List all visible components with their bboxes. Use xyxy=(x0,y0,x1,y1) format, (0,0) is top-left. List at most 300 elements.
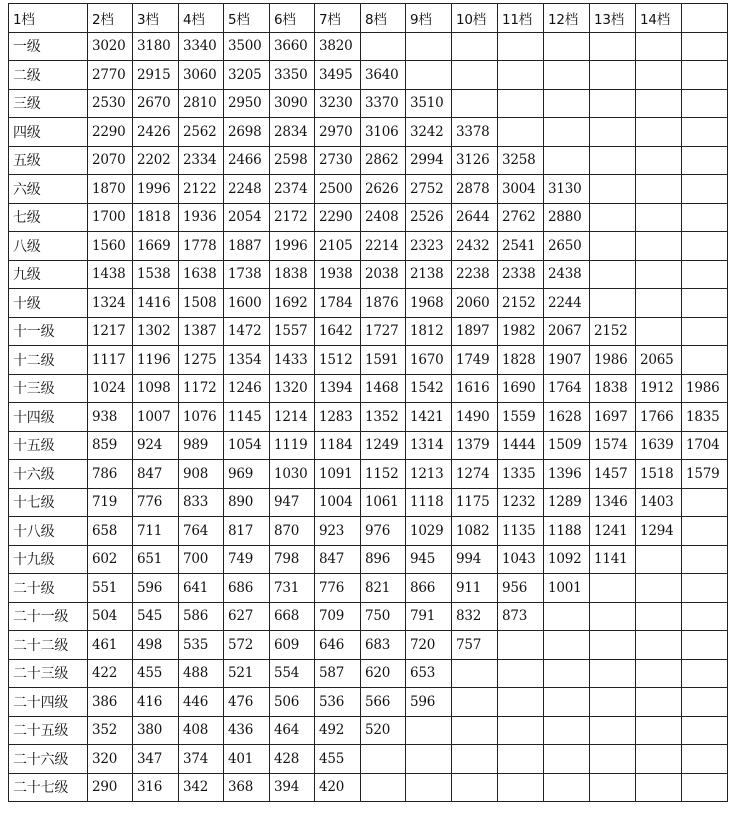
salary-cell: 2698 xyxy=(224,118,270,147)
salary-cell xyxy=(544,32,590,61)
salary-cell xyxy=(682,688,728,717)
salary-cell: 1457 xyxy=(590,460,636,489)
salary-cell: 1838 xyxy=(270,260,315,289)
salary-cell: 776 xyxy=(315,574,361,603)
salary-cell: 1968 xyxy=(406,289,452,318)
salary-cell: 668 xyxy=(270,602,315,631)
salary-cell xyxy=(498,773,544,802)
salary-cell: 455 xyxy=(133,659,179,688)
salary-grade-table xyxy=(8,3,728,802)
salary-cell: 686 xyxy=(224,574,270,603)
salary-cell: 1054 xyxy=(224,431,270,460)
salary-cell xyxy=(682,317,728,346)
level-label: 五级 xyxy=(9,146,88,175)
salary-cell: 821 xyxy=(361,574,406,603)
salary-cell: 2770 xyxy=(88,61,133,90)
salary-cell xyxy=(636,61,682,90)
salary-cell: 646 xyxy=(315,631,361,660)
salary-cell: 1982 xyxy=(498,317,544,346)
table-row xyxy=(9,374,728,403)
salary-cell: 1007 xyxy=(133,403,179,432)
salary-cell: 1283 xyxy=(315,403,361,432)
table-row xyxy=(9,745,728,774)
table-row xyxy=(9,460,728,489)
salary-cell: 2994 xyxy=(406,146,452,175)
salary-cell: 2244 xyxy=(544,289,590,318)
header-cell: 11档 xyxy=(498,4,544,33)
salary-cell xyxy=(682,574,728,603)
salary-cell: 620 xyxy=(361,659,406,688)
salary-cell xyxy=(682,545,728,574)
salary-cell: 1001 xyxy=(544,574,590,603)
level-label: 二十七级 xyxy=(9,773,88,802)
salary-cell: 1217 xyxy=(88,317,133,346)
salary-cell xyxy=(682,346,728,375)
salary-cell xyxy=(682,118,728,147)
header-cell: 6档 xyxy=(270,4,315,33)
salary-cell xyxy=(590,32,636,61)
salary-cell: 2562 xyxy=(179,118,224,147)
salary-cell: 386 xyxy=(88,688,133,717)
salary-cell: 833 xyxy=(179,488,224,517)
salary-cell: 1396 xyxy=(544,460,590,489)
salary-cell: 1029 xyxy=(406,517,452,546)
salary-cell xyxy=(544,118,590,147)
salary-cell: 938 xyxy=(88,403,133,432)
salary-cell: 832 xyxy=(452,602,498,631)
salary-cell: 368 xyxy=(224,773,270,802)
salary-cell xyxy=(590,61,636,90)
level-label: 十三级 xyxy=(9,374,88,403)
salary-cell: 1335 xyxy=(498,460,544,489)
salary-cell xyxy=(682,146,728,175)
salary-cell: 817 xyxy=(224,517,270,546)
salary-cell: 911 xyxy=(452,574,498,603)
table-row xyxy=(9,488,728,517)
salary-cell: 1188 xyxy=(544,517,590,546)
table-row xyxy=(9,146,728,175)
salary-cell: 1835 xyxy=(682,403,728,432)
salary-cell: 2438 xyxy=(544,260,590,289)
salary-cell xyxy=(682,61,728,90)
salary-cell xyxy=(498,32,544,61)
salary-cell xyxy=(590,745,636,774)
salary-cell: 720 xyxy=(406,631,452,660)
salary-cell: 866 xyxy=(406,574,452,603)
salary-cell: 1119 xyxy=(270,431,315,460)
header-cell: 8档 xyxy=(361,4,406,33)
salary-cell: 554 xyxy=(270,659,315,688)
salary-cell xyxy=(636,260,682,289)
salary-cell xyxy=(590,203,636,232)
salary-cell: 1749 xyxy=(452,346,498,375)
salary-cell xyxy=(590,89,636,118)
salary-cell: 711 xyxy=(133,517,179,546)
salary-cell: 989 xyxy=(179,431,224,460)
salary-cell: 1468 xyxy=(361,374,406,403)
salary-cell: 1346 xyxy=(590,488,636,517)
salary-cell: 1512 xyxy=(315,346,361,375)
salary-cell xyxy=(406,773,452,802)
salary-cell xyxy=(636,203,682,232)
salary-cell: 1700 xyxy=(88,203,133,232)
header-cell: 14档 xyxy=(636,4,682,33)
salary-cell: 1184 xyxy=(315,431,361,460)
salary-cell: 1508 xyxy=(179,289,224,318)
salary-cell: 1092 xyxy=(544,545,590,574)
salary-cell xyxy=(361,32,406,61)
salary-cell: 596 xyxy=(406,688,452,717)
salary-cell: 653 xyxy=(406,659,452,688)
salary-cell: 1061 xyxy=(361,488,406,517)
salary-cell: 709 xyxy=(315,602,361,631)
salary-cell xyxy=(544,602,590,631)
level-label: 十四级 xyxy=(9,403,88,432)
salary-cell: 1444 xyxy=(498,431,544,460)
salary-cell: 3340 xyxy=(179,32,224,61)
level-label: 二十二级 xyxy=(9,631,88,660)
salary-cell: 1996 xyxy=(270,232,315,261)
salary-cell xyxy=(682,631,728,660)
salary-cell: 1289 xyxy=(544,488,590,517)
salary-cell: 2323 xyxy=(406,232,452,261)
salary-cell xyxy=(406,716,452,745)
salary-cell: 870 xyxy=(270,517,315,546)
salary-cell: 2762 xyxy=(498,203,544,232)
salary-cell: 947 xyxy=(270,488,315,517)
header-cell: 13档 xyxy=(590,4,636,33)
salary-cell xyxy=(544,716,590,745)
salary-cell: 2054 xyxy=(224,203,270,232)
level-label: 六级 xyxy=(9,175,88,204)
level-label: 十一级 xyxy=(9,317,88,346)
salary-cell: 2950 xyxy=(224,89,270,118)
salary-cell: 1838 xyxy=(590,374,636,403)
salary-cell xyxy=(544,61,590,90)
level-label: 十七级 xyxy=(9,488,88,517)
salary-cell: 566 xyxy=(361,688,406,717)
salary-cell: 2810 xyxy=(179,89,224,118)
salary-cell: 2626 xyxy=(361,175,406,204)
salary-cell: 749 xyxy=(224,545,270,574)
salary-cell: 3106 xyxy=(361,118,406,147)
salary-cell xyxy=(590,773,636,802)
salary-cell xyxy=(544,659,590,688)
salary-cell: 1433 xyxy=(270,346,315,375)
salary-cell: 2644 xyxy=(452,203,498,232)
salary-cell: 627 xyxy=(224,602,270,631)
salary-cell xyxy=(636,232,682,261)
salary-cell: 3500 xyxy=(224,32,270,61)
salary-cell xyxy=(452,32,498,61)
salary-cell: 3370 xyxy=(361,89,406,118)
salary-cell: 2070 xyxy=(88,146,133,175)
salary-cell: 3242 xyxy=(406,118,452,147)
salary-cell: 602 xyxy=(88,545,133,574)
salary-cell: 520 xyxy=(361,716,406,745)
salary-cell: 2526 xyxy=(406,203,452,232)
salary-cell: 536 xyxy=(315,688,361,717)
salary-cell: 641 xyxy=(179,574,224,603)
salary-cell xyxy=(544,631,590,660)
salary-cell: 791 xyxy=(406,602,452,631)
level-label: 七级 xyxy=(9,203,88,232)
salary-cell xyxy=(406,32,452,61)
salary-cell: 1704 xyxy=(682,431,728,460)
level-label: 二十一级 xyxy=(9,602,88,631)
table-row xyxy=(9,346,728,375)
salary-cell: 1766 xyxy=(636,403,682,432)
salary-cell: 786 xyxy=(88,460,133,489)
salary-cell: 1764 xyxy=(544,374,590,403)
header-cell: 9档 xyxy=(406,4,452,33)
salary-cell: 1172 xyxy=(179,374,224,403)
salary-cell xyxy=(636,118,682,147)
salary-cell xyxy=(590,175,636,204)
salary-cell: 1591 xyxy=(361,346,406,375)
salary-cell: 498 xyxy=(133,631,179,660)
salary-cell: 896 xyxy=(361,545,406,574)
salary-cell xyxy=(590,260,636,289)
salary-cell xyxy=(636,89,682,118)
salary-cell xyxy=(452,61,498,90)
header-cell-grade-1: 1档 xyxy=(9,4,88,33)
salary-cell xyxy=(636,146,682,175)
salary-cell xyxy=(452,716,498,745)
salary-cell: 956 xyxy=(498,574,544,603)
salary-cell: 1024 xyxy=(88,374,133,403)
salary-cell: 2466 xyxy=(224,146,270,175)
salary-cell: 1214 xyxy=(270,403,315,432)
salary-cell: 1403 xyxy=(636,488,682,517)
header-cell: 10档 xyxy=(452,4,498,33)
salary-cell: 1274 xyxy=(452,460,498,489)
salary-cell xyxy=(636,716,682,745)
salary-cell: 1275 xyxy=(179,346,224,375)
salary-cell xyxy=(498,61,544,90)
salary-cell: 1738 xyxy=(224,260,270,289)
salary-cell: 596 xyxy=(133,574,179,603)
salary-cell: 1196 xyxy=(133,346,179,375)
salary-cell: 3350 xyxy=(270,61,315,90)
salary-cell: 651 xyxy=(133,545,179,574)
level-label: 十五级 xyxy=(9,431,88,460)
salary-cell: 408 xyxy=(179,716,224,745)
salary-cell: 1938 xyxy=(315,260,361,289)
salary-cell xyxy=(590,289,636,318)
salary-cell: 2541 xyxy=(498,232,544,261)
salary-cell xyxy=(682,89,728,118)
salary-cell: 1560 xyxy=(88,232,133,261)
salary-cell: 476 xyxy=(224,688,270,717)
salary-cell xyxy=(682,488,728,517)
salary-cell: 1314 xyxy=(406,431,452,460)
salary-cell xyxy=(636,602,682,631)
table-row xyxy=(9,773,728,802)
salary-cell: 352 xyxy=(88,716,133,745)
salary-cell: 3205 xyxy=(224,61,270,90)
salary-cell: 3378 xyxy=(452,118,498,147)
salary-cell: 1043 xyxy=(498,545,544,574)
salary-cell xyxy=(682,716,728,745)
salary-cell xyxy=(406,745,452,774)
header-cell: 5档 xyxy=(224,4,270,33)
salary-cell: 1509 xyxy=(544,431,590,460)
salary-cell: 2248 xyxy=(224,175,270,204)
salary-cell: 1778 xyxy=(179,232,224,261)
salary-cell xyxy=(544,688,590,717)
salary-cell xyxy=(590,118,636,147)
salary-cell: 488 xyxy=(179,659,224,688)
salary-cell xyxy=(498,118,544,147)
salary-cell: 401 xyxy=(224,745,270,774)
salary-cell: 1091 xyxy=(315,460,361,489)
salary-cell: 2060 xyxy=(452,289,498,318)
salary-cell: 2862 xyxy=(361,146,406,175)
salary-cell: 1379 xyxy=(452,431,498,460)
salary-cell: 2426 xyxy=(133,118,179,147)
table-row xyxy=(9,32,728,61)
salary-cell: 2338 xyxy=(498,260,544,289)
salary-cell xyxy=(498,631,544,660)
salary-cell xyxy=(452,773,498,802)
level-label: 三级 xyxy=(9,89,88,118)
salary-cell: 3004 xyxy=(498,175,544,204)
salary-cell: 3640 xyxy=(361,61,406,90)
level-label: 二十六级 xyxy=(9,745,88,774)
salary-cell xyxy=(498,89,544,118)
salary-cell: 1986 xyxy=(682,374,728,403)
salary-cell: 420 xyxy=(315,773,361,802)
salary-cell: 3090 xyxy=(270,89,315,118)
salary-cell: 908 xyxy=(179,460,224,489)
salary-cell: 1175 xyxy=(452,488,498,517)
salary-cell: 847 xyxy=(315,545,361,574)
salary-cell xyxy=(590,716,636,745)
salary-cell: 2214 xyxy=(361,232,406,261)
salary-cell: 464 xyxy=(270,716,315,745)
salary-cell xyxy=(682,32,728,61)
salary-cell xyxy=(590,688,636,717)
salary-cell: 1152 xyxy=(361,460,406,489)
salary-cell: 394 xyxy=(270,773,315,802)
salary-cell: 316 xyxy=(133,773,179,802)
salary-cell xyxy=(682,289,728,318)
salary-cell: 504 xyxy=(88,602,133,631)
salary-cell: 731 xyxy=(270,574,315,603)
salary-cell: 1669 xyxy=(133,232,179,261)
salary-cell: 2730 xyxy=(315,146,361,175)
salary-cell: 719 xyxy=(88,488,133,517)
table-row xyxy=(9,260,728,289)
salary-cell xyxy=(544,773,590,802)
salary-cell: 3020 xyxy=(88,32,133,61)
salary-cell xyxy=(590,602,636,631)
salary-cell: 1690 xyxy=(498,374,544,403)
salary-cell xyxy=(682,773,728,802)
salary-cell: 609 xyxy=(270,631,315,660)
salary-cell: 2374 xyxy=(270,175,315,204)
salary-cell: 342 xyxy=(179,773,224,802)
salary-cell: 976 xyxy=(361,517,406,546)
salary-cell xyxy=(498,659,544,688)
header-cell: 12档 xyxy=(544,4,590,33)
salary-cell xyxy=(682,260,728,289)
salary-cell: 2408 xyxy=(361,203,406,232)
salary-cell xyxy=(682,203,728,232)
salary-cell xyxy=(636,688,682,717)
salary-cell: 1421 xyxy=(406,403,452,432)
table-row xyxy=(9,431,728,460)
salary-cell xyxy=(544,146,590,175)
salary-cell: 506 xyxy=(270,688,315,717)
salary-cell xyxy=(636,659,682,688)
salary-cell xyxy=(682,659,728,688)
salary-cell xyxy=(498,688,544,717)
salary-cell: 380 xyxy=(133,716,179,745)
salary-cell: 1828 xyxy=(498,346,544,375)
salary-cell: 2105 xyxy=(315,232,361,261)
salary-cell: 1996 xyxy=(133,175,179,204)
salary-cell: 764 xyxy=(179,517,224,546)
salary-cell: 455 xyxy=(315,745,361,774)
salary-cell: 1907 xyxy=(544,346,590,375)
salary-cell xyxy=(590,574,636,603)
salary-cell: 1542 xyxy=(406,374,452,403)
salary-cell xyxy=(452,89,498,118)
table-row xyxy=(9,602,728,631)
salary-cell: 3510 xyxy=(406,89,452,118)
salary-cell: 572 xyxy=(224,631,270,660)
salary-cell: 1812 xyxy=(406,317,452,346)
salary-cell: 416 xyxy=(133,688,179,717)
salary-cell xyxy=(636,32,682,61)
salary-cell: 1098 xyxy=(133,374,179,403)
salary-cell: 1936 xyxy=(179,203,224,232)
salary-cell: 1638 xyxy=(179,260,224,289)
salary-cell: 923 xyxy=(315,517,361,546)
salary-cell: 1912 xyxy=(636,374,682,403)
level-label: 十九级 xyxy=(9,545,88,574)
level-label: 二十三级 xyxy=(9,659,88,688)
table-row xyxy=(9,517,728,546)
salary-cell: 1213 xyxy=(406,460,452,489)
salary-cell: 873 xyxy=(498,602,544,631)
salary-cell xyxy=(590,146,636,175)
salary-cell: 3820 xyxy=(315,32,361,61)
table-row xyxy=(9,61,728,90)
salary-cell xyxy=(544,745,590,774)
salary-cell: 2970 xyxy=(315,118,361,147)
salary-cell: 1117 xyxy=(88,346,133,375)
salary-cell: 2152 xyxy=(590,317,636,346)
table-row xyxy=(9,403,728,432)
table-row xyxy=(9,688,728,717)
table-row xyxy=(9,574,728,603)
salary-cell: 700 xyxy=(179,545,224,574)
header-cell xyxy=(682,4,728,33)
salary-cell xyxy=(498,716,544,745)
salary-cell: 2878 xyxy=(452,175,498,204)
salary-cell: 969 xyxy=(224,460,270,489)
salary-cell: 2670 xyxy=(133,89,179,118)
salary-cell: 1727 xyxy=(361,317,406,346)
level-label: 十八级 xyxy=(9,517,88,546)
salary-cell xyxy=(498,745,544,774)
salary-cell: 2172 xyxy=(270,203,315,232)
salary-cell: 2122 xyxy=(179,175,224,204)
level-label: 十二级 xyxy=(9,346,88,375)
